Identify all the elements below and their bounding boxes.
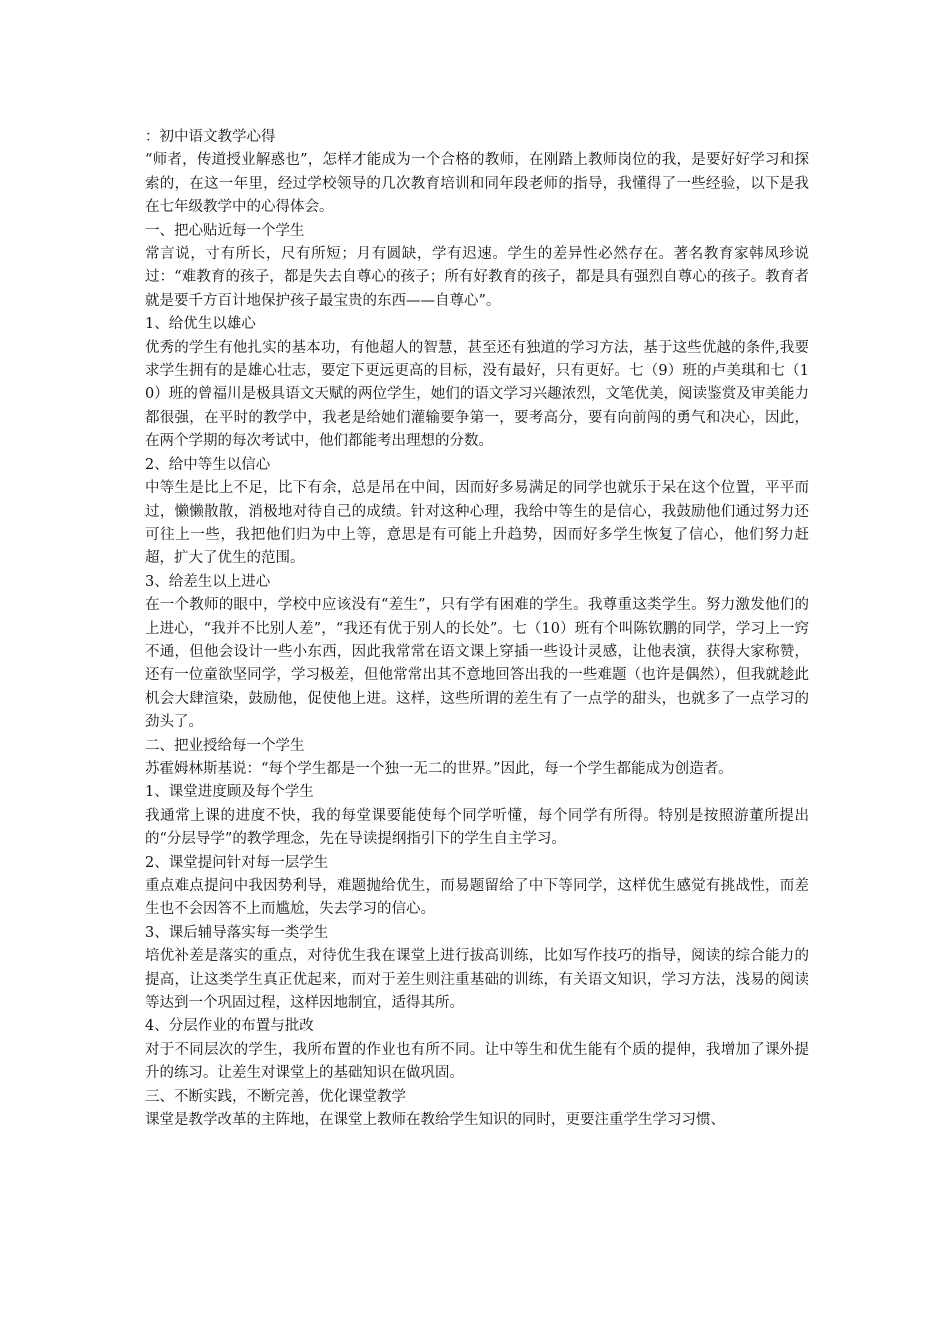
section-heading: 三、不断实践，不断完善，优化课堂教学 [145,1088,406,1105]
subsection-heading: 3、课后辅导落实每一类学生 [145,924,329,941]
section-heading: 一、把心贴近每一个学生 [145,222,305,239]
subsection-heading: 1、给优生以雄心 [145,316,256,333]
paragraph: 对于不同层次的学生，我所布置的作业也有所不同。让中等生和优生能有个质的提伸，我增加了课外提升的练习。让差生对课堂上的基础知识在做巩固。 [145,1041,809,1082]
subsection-heading: 2、课堂提问针对每一层学生 [145,854,329,871]
subsection-heading: 2、给中等生以信心 [145,456,271,473]
paragraph: 在一个教师的眼中，学校中应该没有“差生”，只有学有困难的学生。我尊重这类学生。努力激发他们的上进心，“我并不比别人差”，“我还有优于别人的长处”。七（10）班有个叫陈钦鹏的同学，学习上一窍不通，但他会设计一些小东西，因此我常常在语文课上穿插一些设计灵感，让他表演，获得大家称赞，还有一位童欲坚同学，学习极差，但他常常出其不意地回答出我的一些难题（也许是偶然），但我就趁此机会大肆渲染，鼓励他，促使他上进。这样，这些所谓的差生有了一点学的甜头，也就多了一点学习的劲头了。 [145,597,809,731]
paragraph: 苏霍姆林斯基说：“每个学生都是一个独一无二的世界。”因此，每一个学生都能成为创造者。 [145,760,733,777]
document-body [145,126,809,1132]
subsection-heading: 4、分层作业的布置与批改 [145,1018,314,1035]
subsection-heading: 1、课堂进度顾及每个学生 [145,784,314,801]
paragraph: 课堂是教学改革的主阵地，在课堂上教师在教给学生知识的同时，更要注重学生学习习惯、 [145,1112,725,1129]
paragraph: 我通常上课的进度不快，我的每堂课要能使每个同学听懂，每个同学有所得。特别是按照游董所提出的“分层导学”的教学理念，先在导读提纲指引下的学生自主学习。 [145,807,809,848]
section-heading: 二、把业授给每一个学生 [145,737,305,754]
paragraph: 中等生是比上不足，比下有余，总是吊在中间，因而好多易满足的同学也就乐于呆在这个位置，平平而过，懒懒散散，消极地对待自己的成绩。针对这种心理，我给中等生的是信心，我鼓励他们通过努力还可往上一些，我把他们归为中上等，意思是有可能上升趋势，因而好多学生恢复了信心，他们努力赶超，扩大了优生的范围。 [145,480,809,567]
paragraph: 重点难点提问中我因势利导，难题抛给优生，而易题留给了中下等同学，这样优生感觉有挑战性，而差生也不会因答不上而尴尬，失去学习的信心。 [145,878,809,918]
paragraph: 培优补差是落实的重点，对待优生我在课堂上进行拔高训练，比如写作技巧的指导，阅读的综合能力的提高，让这类学生真正优起来，而对于差生则注重基础的训练，有关语文知识，学习方法，浅易的阅读等达到一个巩固过程，这样因地制宜，适得其所。 [145,948,809,1012]
paragraph: “师者，传道授业解惑也”，怎样才能成为一个合格的教师，在刚踏上教师岗位的我，是要好好学习和探索的，在这一年里，经过学校领导的几次教育培训和同年段老师的指导，我懂得了一些经验，以下是我在七年级教学中的心得体会。 [145,152,809,216]
document-title: ：初中语文教学心得 [145,129,276,145]
paragraph: 优秀的学生有他扎实的基本功，有他超人的智慧，甚至还有独道的学习方法，基于这些优越的条件,我要求学生拥有的是雄心壮志，要定下更远更高的目标，没有最好，只有更好。七（9）班的卢美琪和七（10）班的曾福川是极具语文天赋的两位学生，她们的语文学习兴趣浓烈，文笔优美，阅读鉴赏及审美能力都很强，在平时的教学中，我老是给她们灌输要争第一，要考高分，要有向前闯的勇气和决心，因此，在两个学期的每次考试中，他们都能考出理想的分数。 [145,339,809,450]
subsection-heading: 3、给差生以上进心 [145,573,271,590]
paragraph: 常言说，寸有所长，尺有所短；月有圆缺，学有迟速。学生的差异性必然存在。著名教育家韩凤珍说过：“难教育的孩子，都是失去自尊心的孩子；所有好教育的孩子，都是具有强烈自尊心的孩子。教育者就是要千方百计地保护孩子最宝贵的东西——自尊心”。 [145,246,809,309]
